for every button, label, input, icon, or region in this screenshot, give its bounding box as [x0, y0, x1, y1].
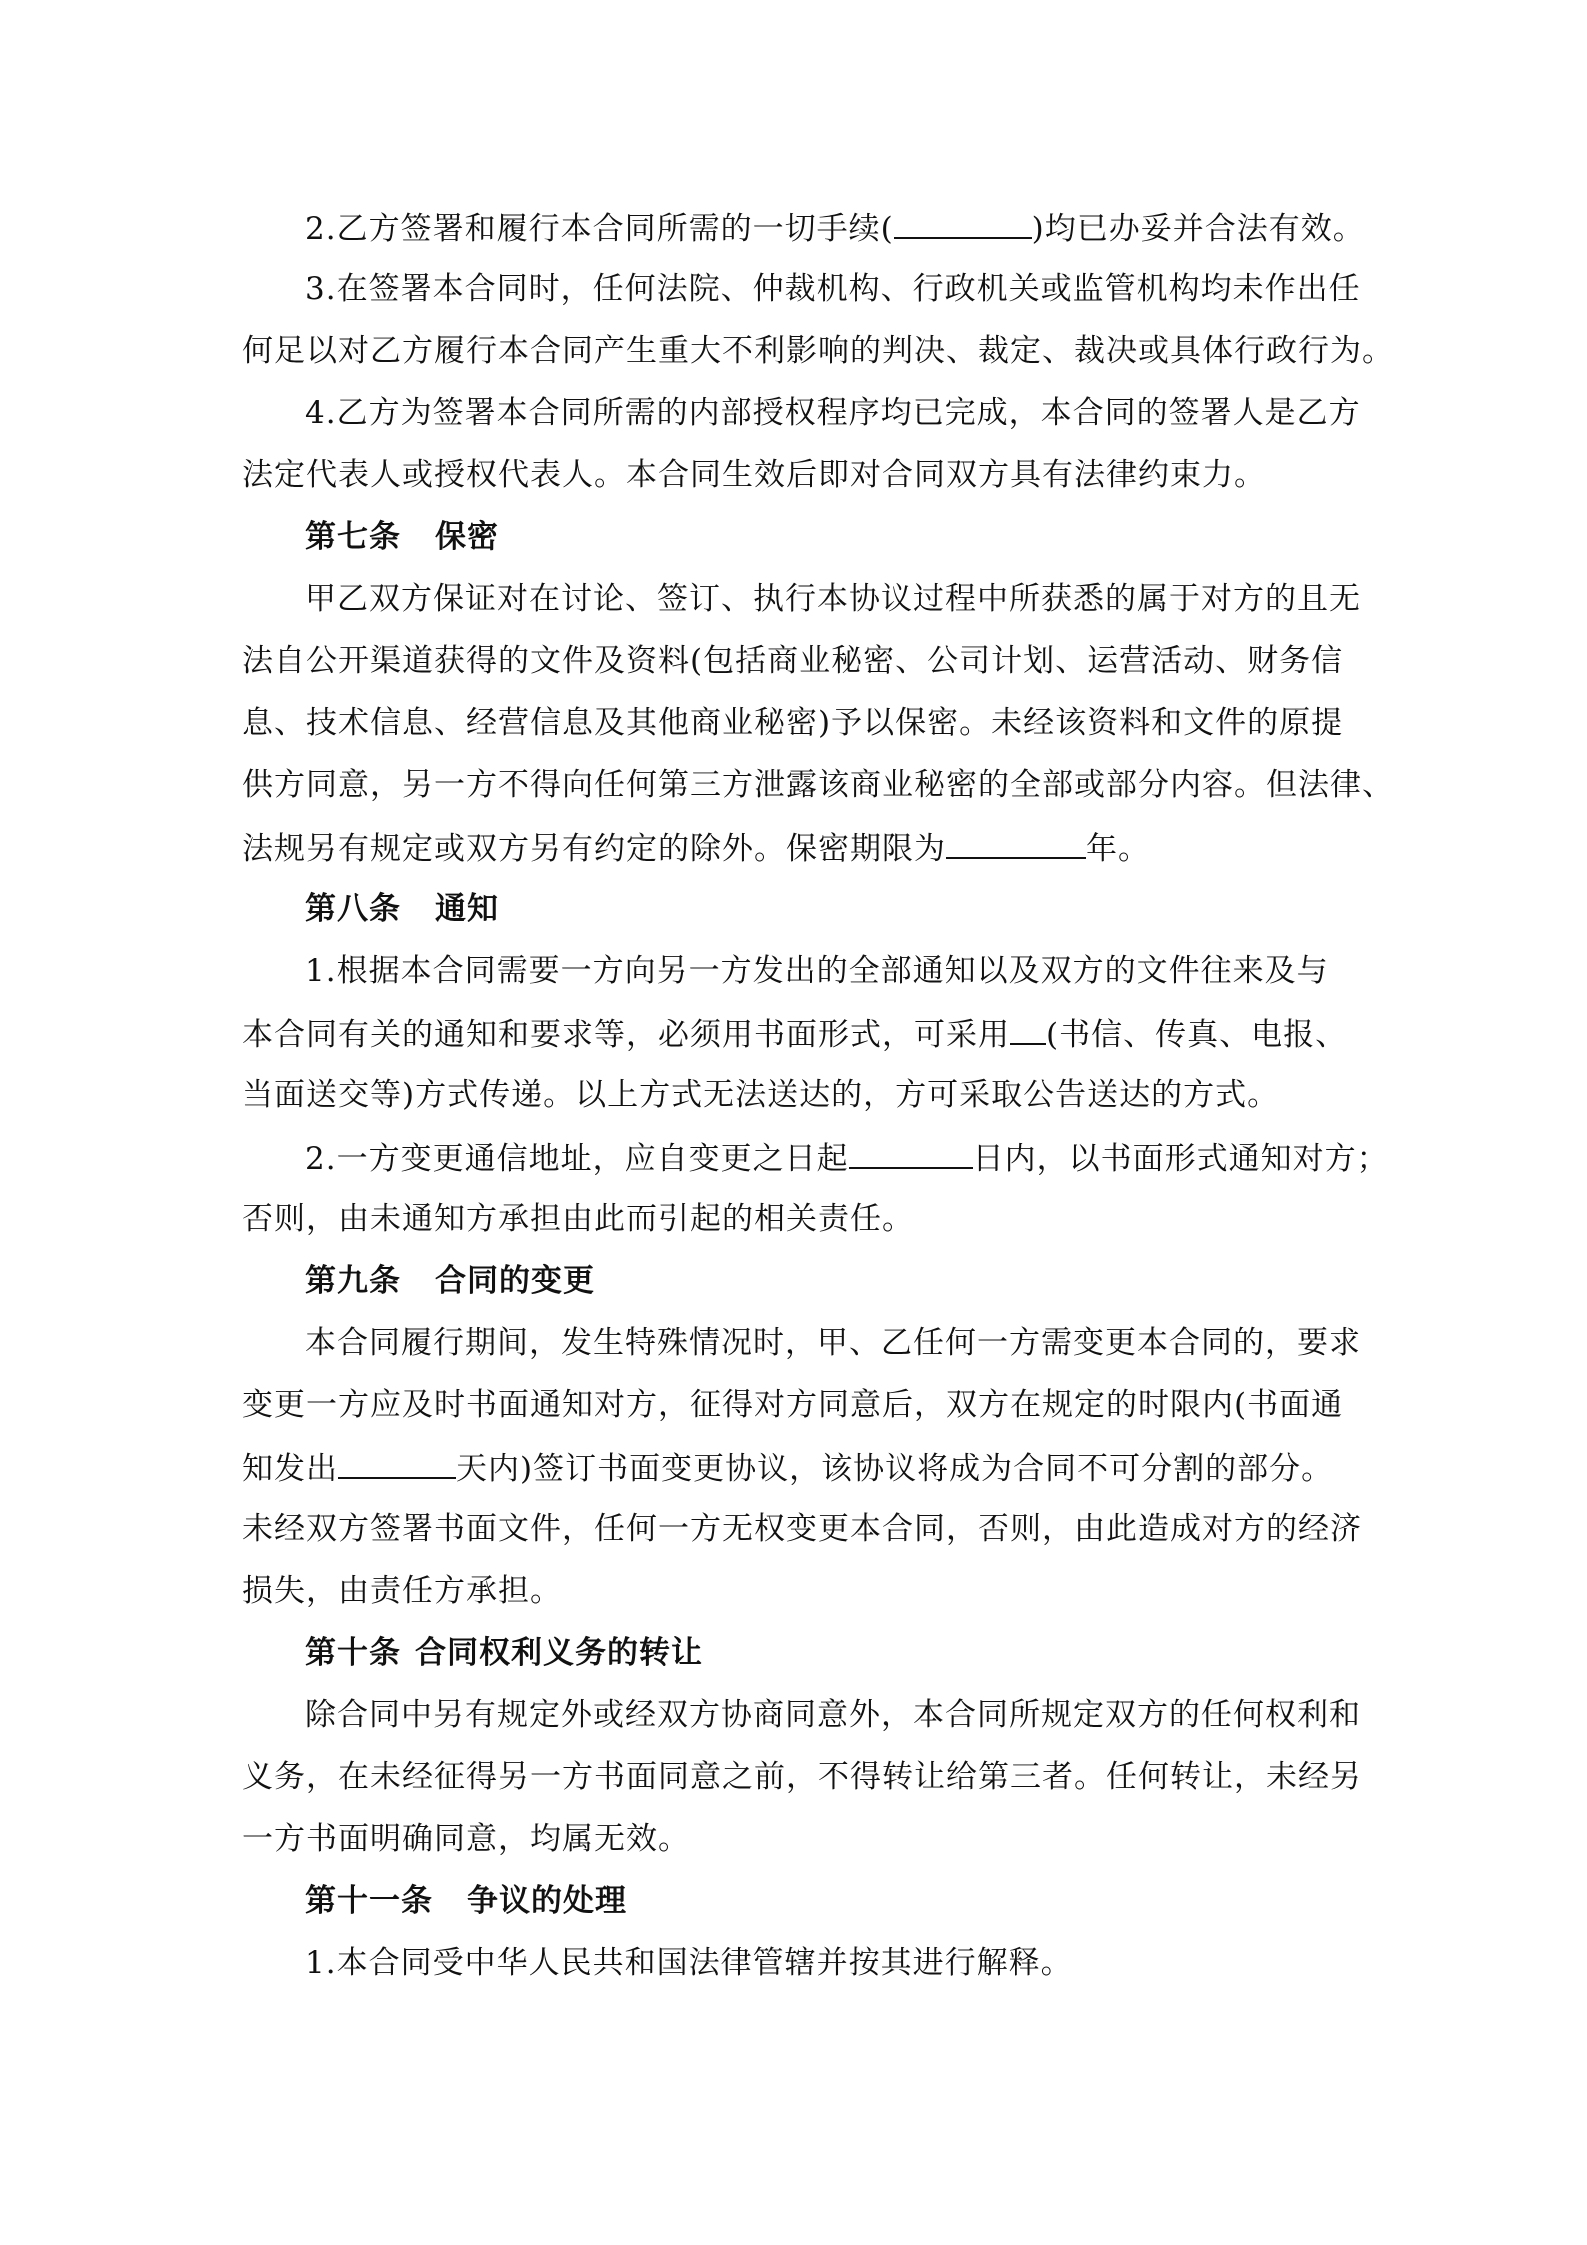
- article-9-line-2: 变更一方应及时书面通知对方，征得对方同意后，双方在规定的时限内(书面通: [242, 1387, 1344, 1423]
- article-8-item-1-line-3: 当面送交等)方式传递。以上方式无法送达的，方可采取公告送达的方式。: [242, 1077, 1280, 1113]
- warranty-item-4-line-2: 法定代表人或授权代表人。本合同生效后即对合同双方具有法律约束力。: [242, 457, 1266, 493]
- article-7-line-4: 供方同意，另一方不得向任何第三方泄露该商业秘密的全部或部分内容。但法律、: [242, 767, 1394, 803]
- blank-field: [946, 827, 1086, 859]
- article-8-item-2-line-1: 2.一方变更通信地址，应自变更之日起 日内，以书面形式通知对方；: [305, 1137, 1389, 1177]
- blank-field: [849, 1137, 973, 1169]
- article-10-line-1: 除合同中另有规定外或经双方协商同意外，本合同所规定双方的任何权利和: [305, 1697, 1361, 1733]
- article-7-line-1: 甲乙双方保证对在讨论、签订、执行本协议过程中所获悉的属于对方的且无: [305, 581, 1361, 617]
- blank-field: [894, 207, 1032, 239]
- article-11-heading: 第十一条 争议的处理: [305, 1883, 627, 1919]
- article-9-line-5: 损失，由责任方承担。: [242, 1573, 562, 1609]
- article-8-item-1-line-1: 1.根据本合同需要一方向另一方发出的全部通知以及双方的文件往来及与: [305, 953, 1329, 989]
- article-9-line-3: 知发出 天内)签订书面变更协议，该协议将成为合同不可分割的部分。: [242, 1447, 1333, 1487]
- article-10-heading: 第十条 合同权利义务的转让: [305, 1635, 703, 1671]
- blank-field: [338, 1447, 456, 1479]
- article-9-line-4: 未经双方签署书面文件，任何一方无权变更本合同，否则，由此造成对方的经济: [242, 1511, 1362, 1547]
- article-9-heading: 第九条 合同的变更: [305, 1263, 595, 1299]
- article-7-line-3: 息、技术信息、经营信息及其他商业秘密)予以保密。未经该资料和文件的原提: [242, 705, 1344, 741]
- article-8-heading: 第八条 通知: [305, 891, 499, 927]
- article-8-item-1-line-2: 本合同有关的通知和要求等，必须用书面形式，可采用 (书信、传真、电报、: [242, 1013, 1347, 1053]
- article-11-item-1: 1.本合同受中华人民共和国法律管辖并按其进行解释。: [305, 1945, 1073, 1981]
- warranty-item-3-line-2: 何足以对乙方履行本合同产生重大不利影响的判决、裁定、裁决或具体行政行为。: [242, 333, 1394, 369]
- warranty-item-2: 2.乙方签署和履行本合同所需的一切手续( )均已办妥并合法有效。: [305, 207, 1365, 247]
- article-7-line-5: 法规另有规定或双方另有约定的除外。保密期限为 年。: [242, 827, 1150, 867]
- article-9-line-1: 本合同履行期间，发生特殊情况时，甲、乙任何一方需变更本合同的，要求: [305, 1325, 1361, 1361]
- article-10-line-2: 义务，在未经征得另一方书面同意之前，不得转让给第三者。任何转让，未经另: [242, 1759, 1362, 1795]
- article-8-item-2-line-2: 否则，由未通知方承担由此而引起的相关责任。: [242, 1201, 914, 1237]
- article-10-line-3: 一方书面明确同意，均属无效。: [242, 1821, 690, 1857]
- warranty-item-4-line-1: 4.乙方为签署本合同所需的内部授权程序均已完成，本合同的签署人是乙方: [305, 395, 1361, 431]
- warranty-item-3-line-1: 3.在签署本合同时，任何法院、仲裁机构、行政机关或监管机构均未作出任: [305, 271, 1361, 307]
- article-7-line-2: 法自公开渠道获得的文件及资料(包括商业秘密、公司计划、运营活动、财务信: [242, 643, 1344, 679]
- blank-field: [1010, 1013, 1046, 1045]
- article-7-heading: 第七条 保密: [305, 519, 499, 555]
